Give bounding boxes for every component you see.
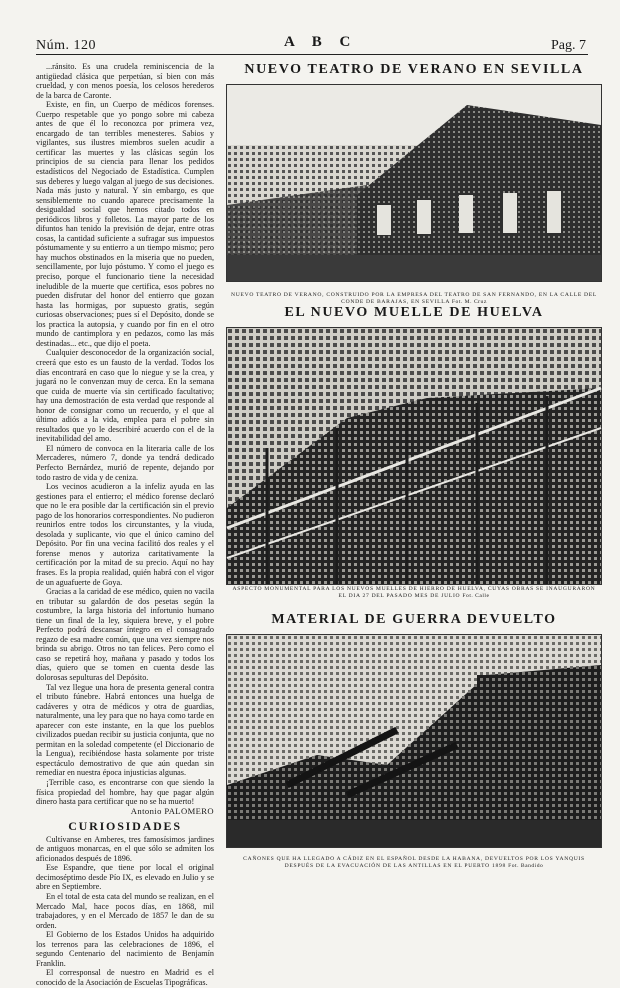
header-rule [36,54,588,55]
credit-muelle: Fot. Calle [462,593,490,599]
caption-muelle [228,586,600,600]
curiosidad-item: Ese Espandre, que tiene por local el original decimoséptimo desde Pío IX, es elevado en Julio y se abre en Septiembre. [36,863,214,892]
article-paragraph: ¡Terrible caso, es encontrarse con que siendo la física propiedad del hombre, hay que pagar algún dinero hasta para certificar que no se ha muerto! [36,778,214,807]
curiosidad-item: Cultívanse en Amberes, tres famosísimos jardines de antiguos monarcas, en el que sólo se admiten los aficionados después de 1896. [36,834,214,863]
article-paragraph: Los vecinos acudieron a la infeliz ayuda en las gestiones para el entierro; el médico forense declaró que no le era posible dar la certificación sin el previo pago de los honorarios correspondientes. No pudieron reunirlos entre todos los circunstantes, y la viuda, desolada y suplicante, vio que el único camino del Depósito. Por fin una vecina facilitó dos reales y el forense menos y autoriza caritativamente la certificación por la mitad de su precio. Aquí no hay frases. Es la propia realidad, quién habrá con el vigor de un aguafuerte de Goya. [36,482,214,587]
section-title-muelle: EL NUEVO MUELLE DE HUELVA [284,305,544,320]
page-number: Pag. 7 [551,38,586,53]
newspaper-title: A B C [284,34,358,50]
issue-number: Núm. 120 [36,38,96,53]
article-paragraph: Cualquier desconocedor de la organización social, creerá que esto es un fausto de la verdad. Todos los días encontrará en caso que lo niegue y se la crea, y jugará no le convenzan muy de cerca. En la semana que cuida de muerte vía sin certificado facultativo; hay una demostración de esta verdad que responde al honor de consignar como un recuerdo, y el que al último adiós a la vida, emplea para el pobre sin resultados que yo le describiré acuerdo con el de la inevitabilidad del amo. [36,348,214,444]
curiosidades-heading: CURIOSIDADES [68,819,182,834]
credit-material: Fot. Bandido [508,863,544,869]
section-title-teatro: NUEVO TEATRO DE VERANO EN SEVILLA [244,62,584,77]
caption-material [228,856,600,870]
article-column [36,62,214,987]
photo-material-guerra [226,634,602,848]
caption-muelle-text: ASPECTO MONUMENTAL PARA LOS NUEVOS MUELLES DE HIERRO DE HUELVA, CUYAS OBRAS SE INAUGURARON EL DIA 27 DEL PASADO MES DE JULIO [232,586,596,599]
page-header [36,30,588,56]
article-paragraph: Tal vez llegue una hora de presenta general contra el tributo fúnebre. Habrá entonces una huelga de cadáveres y otra de médicos y otra de guardias, naturalmente, una ley para que no haya como tarde en aparecer con este instante, en la que los pueblos civilizados puedan recibir su justicia conjunta, que no permitan en la soledad competente (el Diccionario de la Lengua), recibiéndose hasta solamente por triste espectáculo demostrativo de que aún quedan sin remediar en nuestra época injusticias algunas. [36,682,214,778]
caption-material-text: CAÑONES QUE HA LLEGADO A CÁDIZ EN EL ESPAÑOL DESDE LA HABANA, DEVUELTOS POR LOS YANQUIS DESPUÉS DE LA EVACUACIÓN DE LAS ANTILLAS EN EL PUERTO 1898 [243,856,585,869]
credit-teatro: Fot. M. Cruz [451,299,487,305]
article-paragraph: El número de convoca en la literaria calle de los Mercaderes, número 7, donde ya tendrá dedicado Perfecto Bernárdez, murió de repente, dejando por todo rastro de vida y de ceniza. [36,443,214,482]
article-paragraph: Gracias a la caridad de ese médico, quien no vacila en tributar su galardón de dos pesetas según la costumbre, la larga historia del infortunio humano tiene un final de la ley, siquiera breve, y el pobre Perfecto podrá descansar íntegro en el consagrado regazo de esa madre común, que una vez siempre nos brinda su abrigo. Otros no tan felices. Pero como el caso se repetirá hoy, mañana y pasado y todos los días, quiero que se tomen en cuenta desde las dolorosas sepulturas del Depósito. [36,587,214,682]
caption-teatro [228,292,600,306]
caption-teatro-text: NUEVO TEATRO DE VERANO, CONSTRUIDO POR LA EMPRESA DEL TEATRO DE SAN FERNANDO, EN LA CALLE DEL CONDE DE BARAJAS, EN SEVILLA [230,292,598,305]
article-signature: Antonio PALOMERO [130,805,214,816]
section-title-material: MATERIAL DE GUERRA DEVUELTO [271,612,557,627]
curiosidad-item: En el total de esta cata del mundo se realizan, en el Mercado Mal, hace pocos días, en 1868, mil trabajadores, y en el Mercado de 1857 le dan de su orden. [36,892,214,930]
article-paragraph: ...ránsito. Es una crudela reminiscencia de la antigüedad clásica que perpetúan, sí bien con más crueldad, y con menos poesía, los celosos herederos de la barca de Caronte. [36,62,214,100]
curiosidad-item: El Gobierno de los Estados Unidos ha adquirido los terrenos para las celebraciones de 1896, el segundo Centenario del nacimiento de Benjamín Franklin. [36,930,214,968]
curiosidad-item: El corresponsal de nuestro en Madrid es el conocido de la Asociación de Escuelas Tipográficas. [36,968,214,987]
photo-teatro-sevilla [226,84,602,282]
photo-muelle-huelva [226,327,602,585]
article-paragraph: Existe, en fin, un Cuerpo de médicos forenses. Cuerpo respetable que yo pongo sobre mi cabeza antes de que él lo reconozca por primera vez, encargado de tan terribles menesteres. Sabios y vigilantes, sus ilustres miembros suelen acudir a certificar las muertes y las clásicas según los principios de su ciencia para llenar los pedidos estadísticos del Negociado de Estadística. Cumplen sus deberes y luego valgan al juego de sus decisiones. Nada más justo y natural. Y sin embargo, es que sensiblemente no cuando aparece precisamente la desigualdad social que hemos citado todos en periódicos libros y folletos. La mayor parte de los difuntos han tenido la previsión de dejar, entre otras cosas, la cantidad suficiente a sufragar sus impuestos póstumamente y su entierro a un tiempo mismo; pero hay muchos obstinados en la miseria que no pueden, sencillamente, por lujo póstumo. Y como el juego es preciso, porque el funcionario tiene la necesidad ineludible de la muerte que certifica, esos pobres no pueden disfrutar del honor del entierro que gozan hasta las hormigas, por supuesto gratis, según curiosas observaciones; pues sí el Depósito, donde se los practica la autopsia, y cuando por fin en el otro mundo de cantimplora y en pedazos, como las más destinadas... etc., que dijo el poeta. [36,100,214,348]
